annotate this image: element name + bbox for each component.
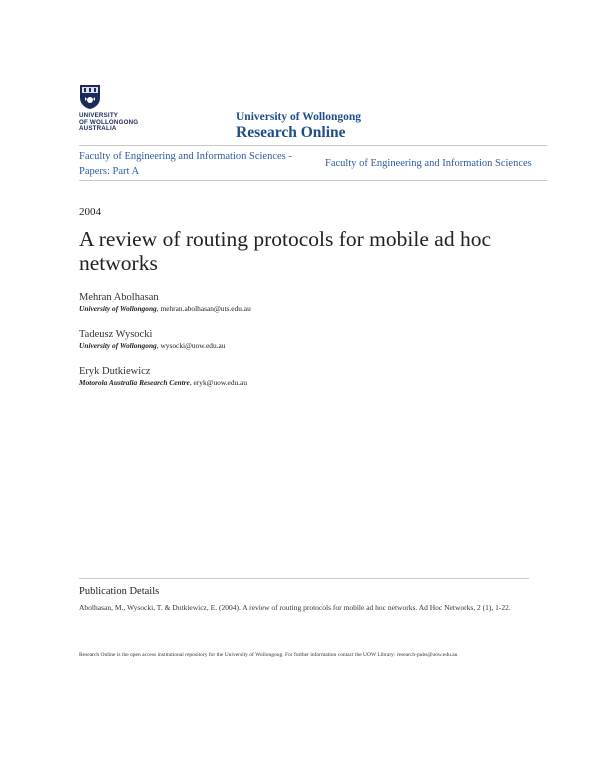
crest-icon — [79, 84, 101, 110]
author-entry — [79, 328, 225, 351]
author-affiliation: University of Wollongong, wysocki@uow.edu.au — [79, 341, 226, 350]
repository-footer: Research Online is the open access institutional repository for the University of Wollongong. For further information contact the UOW Library: research-pubs@uow.edu.au — [79, 652, 458, 658]
divider — [79, 145, 547, 146]
author-name: Tadeusz Wysocki — [79, 329, 153, 340]
university-logo[interactable] — [79, 84, 145, 136]
author-affiliation: Motorola Australia Research Centre, eryk@uow.edu.au — [79, 378, 248, 387]
institution-block[interactable] — [236, 110, 361, 142]
author-entry — [79, 291, 251, 314]
logo-wordmark: UNIVERSITY OF WOLLONGONG AUSTRALIA — [79, 112, 139, 133]
paper-title: A review of routing protocols for mobile ad hoc networks — [79, 227, 491, 275]
collection-link-right[interactable]: Faculty of Engineering and Information Sciences — [325, 158, 532, 169]
author-affiliation: University of Wollongong, mehran.abolhasan@uts.edu.au — [79, 304, 251, 313]
institution-name[interactable]: University of Wollongong — [236, 111, 362, 123]
collection-link-left[interactable]: Faculty of Engineering and Information Sciences - Papers: Part A — [79, 151, 292, 177]
divider — [79, 180, 547, 181]
publication-details-heading: Publication Details — [79, 586, 160, 597]
divider — [79, 578, 529, 579]
author-name: Eryk Dutkiewicz — [79, 366, 151, 377]
publication-year: 2004 — [79, 206, 101, 218]
author-entry — [79, 365, 247, 388]
repository-name[interactable]: Research Online — [236, 124, 346, 141]
author-name: Mehran Abolhasan — [79, 292, 159, 303]
publication-citation: Abolhasan, M., Wysocki, T. & Dutkiewicz, E. (2004). A review of routing protocols for mobile ad hoc networks. Ad Hoc Networks, 2 (1), 1-22. — [79, 603, 511, 612]
